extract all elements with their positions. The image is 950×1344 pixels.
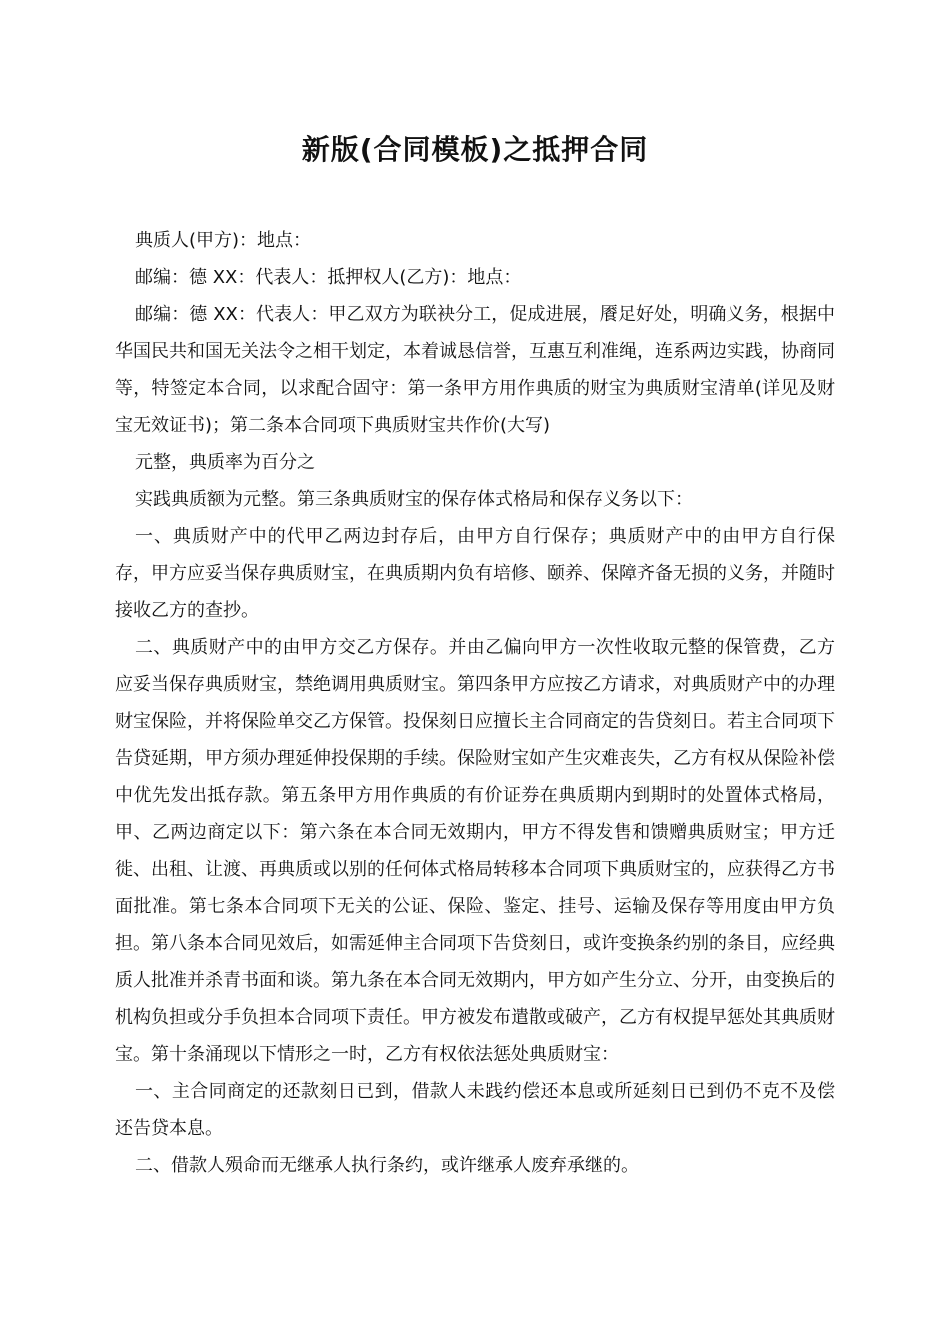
paragraph-article-3: 实践典质额为元整。第三条典质财宝的保存体式格局和保存义务以下： [135,489,693,510]
paragraph-item-2: 二、典质财产中的由甲方交乙方保存。并由乙偏向甲方一次性收取元整的保管费，乙方应妥当保存典质财宝，禁绝调用典质财宝。第四条甲方应按乙方请求，对典质财产中的办理财宝保险，并将保险单交乙方保管。投保刻日应擅长主合同商定的告贷刻日。若主合同项下告贷延期，甲方须办理延伸投保期的手续。保险财宝如产生灾难丧失，乙方有权从保险补偿中优先发出抵存款。第五条甲方用作典质的有价证券在典质期内到期时的处置体式格局，甲、乙两边商定以下：第六条在本合同无效期内，甲方不得发售和馈赠典质财宝；甲方迁徙、出租、让渡、再典质或以别的任何体式格局转移本合同项下典质财宝的，应获得乙方书面批准。第七条本合同项下无关的公证、保险、鉴定、挂号、运输及保存等用度由甲方负担。第八条本合同见效后，如需延伸主合同项下告贷刻日，或许变换条约别的条目，应经典质人批准并杀青书面和谈。第九条在本合同无效期内，甲方如产生分立、分开，由变换后的机构负担或分手负担本合同项下责任。甲方被发布遣散或破产，乙方有权提早惩处其典质财宝。第十条涌现以下情形之一时，乙方有权依法惩处典质财宝： [115,637,835,1065]
document-body [115,222,835,1184]
paragraph-condition-2: 二、借款人殒命而无继承人执行条约，或许继承人废弃承继的。 [135,1155,639,1176]
paragraph-preamble: 邮编：德 XX：代表人：甲乙双方为联袂分工，促成进展，餍足好处，明确义务，根据中华国民共和国无关法令之相干划定，本着诚恳信誉，互惠互利准绳，连系两边实践，协商同等，特签定本合同，以求配合固守：第一条甲方用作典质的财宝为典质财宝清单(详见及财宝无效证书)；第二条本合同项下典质财宝共作价(大写) [115,304,835,436]
paragraph-item-1: 一、典质财产中的代甲乙两边封存后，由甲方自行保存；典质财产中的由甲方自行保存，甲方应妥当保存典质财宝，在典质期内负有培修、颐养、保障齐备无损的义务，并随时接收乙方的查抄。 [115,526,835,621]
document-title: 新版(合同模板)之抵押合同 [301,133,649,166]
paragraph-pledge-rate: 元整，典质率为百分之 [135,452,315,473]
paragraph-condition-1: 一、主合同商定的还款刻日已到，借款人未践约偿还本息或所延刻日已到仍不克不及偿还告贷本息。 [115,1081,835,1139]
paragraph-pledgor: 典质人(甲方)：地点： [135,230,312,251]
paragraph-postcode-1: 邮编：德 XX：代表人：抵押权人(乙方)：地点： [135,267,522,288]
